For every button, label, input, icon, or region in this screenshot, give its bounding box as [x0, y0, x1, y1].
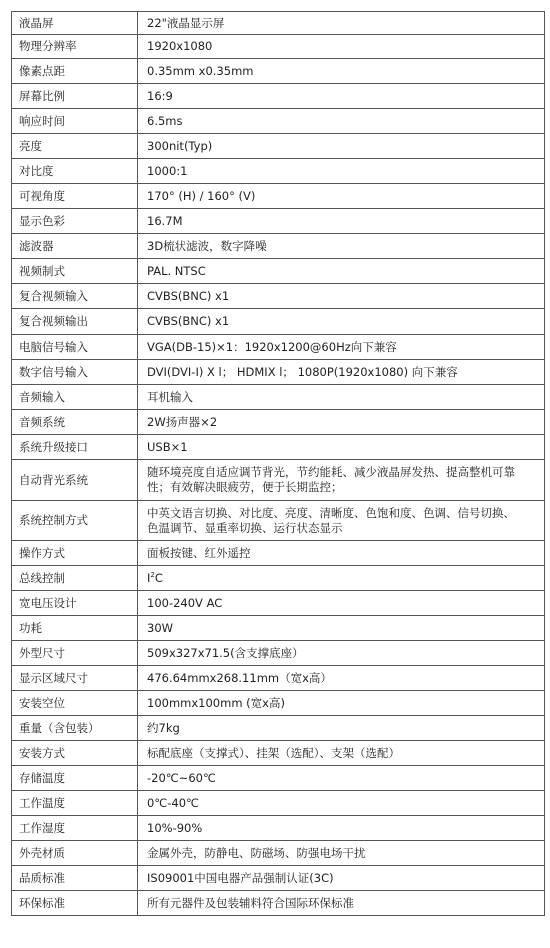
table-row [12, 134, 545, 159]
table-row [12, 385, 545, 410]
spec-label: 可视角度 [12, 184, 138, 209]
spec-label: 宽电压设计 [12, 591, 138, 616]
spec-value: 300nit(Typ) [138, 134, 545, 159]
spec-value: 476.64mmx268.11mm（宽x高） [138, 666, 545, 691]
table-row [12, 84, 545, 109]
spec-label: 音频输入 [12, 385, 138, 410]
table-row [12, 259, 545, 284]
table-row [12, 816, 545, 841]
spec-label: 品质标准 [12, 866, 138, 891]
spec-label: 外壳材质 [12, 841, 138, 866]
table-row [12, 335, 545, 360]
spec-label: 亮度 [12, 134, 138, 159]
table-row [12, 666, 545, 691]
table-row [12, 501, 545, 541]
spec-label: 工作温度 [12, 791, 138, 816]
spec-value: 100mmx100mm (宽x高) [138, 691, 545, 716]
table-row [12, 35, 545, 59]
spec-label: 音频系统 [12, 410, 138, 435]
table-row [12, 691, 545, 716]
spec-value-suffix: C [154, 570, 163, 585]
table-row [12, 309, 545, 335]
spec-label: 自动背光系统 [12, 460, 138, 501]
spec-label: 滤波器 [12, 234, 138, 259]
table-row [12, 435, 545, 460]
spec-value: CVBS(BNC) x1 [138, 309, 545, 335]
spec-label: 重量（含包装） [12, 716, 138, 741]
table-row [12, 460, 545, 501]
spec-label: 工作湿度 [12, 816, 138, 841]
table-row [12, 284, 545, 309]
table-row [12, 109, 545, 134]
spec-value: 金属外壳，防静电、防磁场、防强电场干扰 [138, 841, 545, 866]
spec-label: 系统控制方式 [12, 501, 138, 541]
spec-value: 1920x1080 [138, 35, 545, 59]
spec-label: 存储温度 [12, 766, 138, 791]
spec-value: 面板按键、红外遥控 [138, 541, 545, 566]
spec-value-superscript: 2 [150, 570, 155, 579]
spec-label: 功耗 [12, 616, 138, 641]
spec-value: 16.7M [138, 209, 545, 234]
spec-value: 1000:1 [138, 159, 545, 184]
spec-label: 总线控制 [12, 566, 138, 591]
table-row [12, 741, 545, 766]
spec-label: 外型尺寸 [12, 641, 138, 666]
spec-value: -20℃~60℃ [138, 766, 545, 791]
spec-value: 3D梳状滤波，数字降噪 [138, 234, 545, 259]
spec-label: 安装方式 [12, 741, 138, 766]
spec-label: 环保标准 [12, 891, 138, 916]
spec-value [138, 566, 545, 591]
spec-label: 像素点距 [12, 59, 138, 84]
spec-table [11, 11, 545, 916]
spec-label: 屏幕比例 [12, 84, 138, 109]
spec-value: PAL. NTSC [138, 259, 545, 284]
spec-value-base: I [147, 570, 151, 585]
spec-value: 0℃-40℃ [138, 791, 545, 816]
spec-value: 6.5ms [138, 109, 545, 134]
table-row [12, 716, 545, 741]
spec-value: 中英文语言切换、对比度、亮度、清晰度、色饱和度、色调、信号切换、 色温调节、显重率切换、运行状态显示 [138, 501, 545, 541]
spec-value: 509x327x71.5(含支撑底座） [138, 641, 545, 666]
spec-value: DVI(DVI-I) X l； HDMIX l； 1080P(1920x1080) 向下兼容 [138, 360, 545, 385]
table-row [12, 891, 545, 916]
table-row [12, 641, 545, 666]
table-row [12, 766, 545, 791]
spec-value: 30W [138, 616, 545, 641]
table-row [12, 866, 545, 891]
spec-value: 所有元器件及包装辅料符合国际环保标准 [138, 891, 545, 916]
table-row [12, 159, 545, 184]
table-row [12, 360, 545, 385]
spec-label: 显示色彩 [12, 209, 138, 234]
spec-value: 22"液晶显示屏 [138, 12, 545, 35]
table-row [12, 234, 545, 259]
spec-value: IS09001中国电器产品强制认证(3C) [138, 866, 545, 891]
spec-value: 2W扬声器×2 [138, 410, 545, 435]
table-row [12, 59, 545, 84]
spec-value: CVBS(BNC) x1 [138, 284, 545, 309]
spec-table-body [12, 12, 545, 916]
spec-value: USB×1 [138, 435, 545, 460]
spec-value: 标配底座（支撑式）、挂架（选配）、支架（选配） [138, 741, 545, 766]
table-row [12, 841, 545, 866]
spec-label: 系统升级接口 [12, 435, 138, 460]
spec-value: 170° (H) / 160° (V) [138, 184, 545, 209]
spec-label: 对比度 [12, 159, 138, 184]
table-row [12, 410, 545, 435]
table-row [12, 541, 545, 566]
table-row [12, 566, 545, 591]
table-row [12, 209, 545, 234]
table-row [12, 616, 545, 641]
spec-value: 16:9 [138, 84, 545, 109]
table-row [12, 12, 545, 35]
spec-value: 10%-90% [138, 816, 545, 841]
table-row [12, 184, 545, 209]
spec-value: 约7kg [138, 716, 545, 741]
spec-label: 操作方式 [12, 541, 138, 566]
spec-value: 100-240V AC [138, 591, 545, 616]
spec-label: 视频制式 [12, 259, 138, 284]
spec-label: 电脑信号输入 [12, 335, 138, 360]
spec-value: 耳机输入 [138, 385, 545, 410]
spec-value: 随环境亮度自适应调节背光，节约能耗、减少液晶屏发热、提高整机可靠 性；有效解决眼疲劳，便于长期监控； [138, 460, 545, 501]
spec-value: 0.35mm x0.35mm [138, 59, 545, 84]
spec-label: 安装空位 [12, 691, 138, 716]
spec-label: 数字信号输入 [12, 360, 138, 385]
spec-label: 复合视频输入 [12, 284, 138, 309]
spec-label: 液晶屏 [12, 12, 138, 35]
spec-value: VGA(DB-15)×1：1920x1200@60Hz向下兼容 [138, 335, 545, 360]
spec-label: 物理分辨率 [12, 35, 138, 59]
spec-label: 复合视频输出 [12, 309, 138, 335]
spec-label: 响应时间 [12, 109, 138, 134]
table-row [12, 791, 545, 816]
spec-label: 显示区域尺寸 [12, 666, 138, 691]
table-row [12, 591, 545, 616]
